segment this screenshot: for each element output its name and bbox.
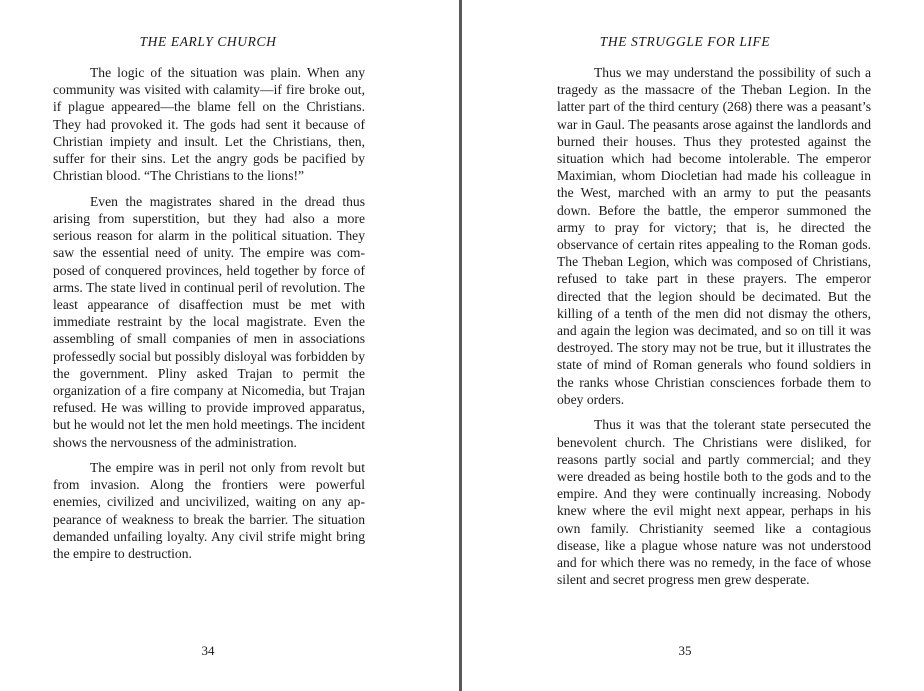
paragraph: Even the magistrates shared in the dread thus arising from superstition, but they had also a more serious reason for alarm in the political situation. They saw the essential need of unity. The empire was composed of conquered provinces, held together by force of arms. The state lived in continual peril of revolution. The least appearance of disaffection must be met with immediate restraint by the local magistrate. Even the assembling of small companies of men in associations professedly social but possibly disloyal was forbidden by the government. Pliny asked Trajan to permit the organization of a fire company at Nicomedia, but Trajan refused. He was willing to provide improved apparatus, but he would not let the men hold meetings. The incident shows the nervousness of the administration. — [53, 193, 365, 450]
left-page-body — [53, 64, 365, 571]
right-page — [462, 0, 924, 691]
paragraph: Thus we may understand the possibility of such a tragedy as the massacre of the Theban Legion. In the latter part of the third century (268) there was a peasant’s war in Gaul. The peasants arose against the landlords and burned their houses. Thus they protested against the situation which had become intolerable. The emperor Maximian, whom Diocletian had made his colleague in the West, marched with an army to put the peasants down. Before the battle, the emperor summoned the army to pray for victory; that is, he directed the observance of certain rites appealing to the Roman gods. The Theban Legion, which was composed of Christians, refused to take part in these prayers. The emperor directed that the legion should be decimated. But the killing of a tenth of the men did not dismay the others, and again the legion was decimated, and so on till it was destroyed. The story may not be true, but it illustrates the state of mind of Roman generals who found soldiers in the ranks whose Christian consciences forbade them to obey orders. — [557, 65, 871, 407]
running-head-right: THE STRUGGLE FOR LIFE — [599, 34, 771, 49]
paragraph: The empire was in peril not only from revolt but from invasion. Along the frontiers were powerful enemies, civilized and uncivilized, waiting on any appearance of weakness to break the barrier. The situation demanded unfailing loyalty. Any civil strife might bring the empire to destruction. — [53, 460, 365, 562]
paragraph: The logic of the situation was plain. When any community was visited with calamity—if fire broke out, if plague appeared—the blame fell on the Christians. They had provoked it. The gods had sent it because of Christian impiety and insult. Let the Christians, then, suffer for their sins. Let the angry gods be pacified by Christian blood. “The Christians to the lions!” — [53, 65, 365, 184]
paragraph: Thus it was that the tolerant state persecuted the benevolent church. The Christians were disliked, for reasons partly social and partly commercial; and they were dreaded as being hostile both to the gods and to the empire. And they were continually increasing. Nobody knew where the evil might next appear, perhaps in his own family. Christianity seemed like a contagious disease, like a plague whose nature was not understood and for which there was no remedy, in the face of whose silent and secret progress men grew desperate. — [557, 417, 871, 588]
right-page-body — [557, 64, 871, 597]
left-page — [0, 0, 460, 691]
running-head-left: THE EARLY CHURCH — [139, 34, 277, 49]
page-number-right: 35 — [678, 643, 692, 658]
page-number-left: 34 — [201, 643, 215, 658]
